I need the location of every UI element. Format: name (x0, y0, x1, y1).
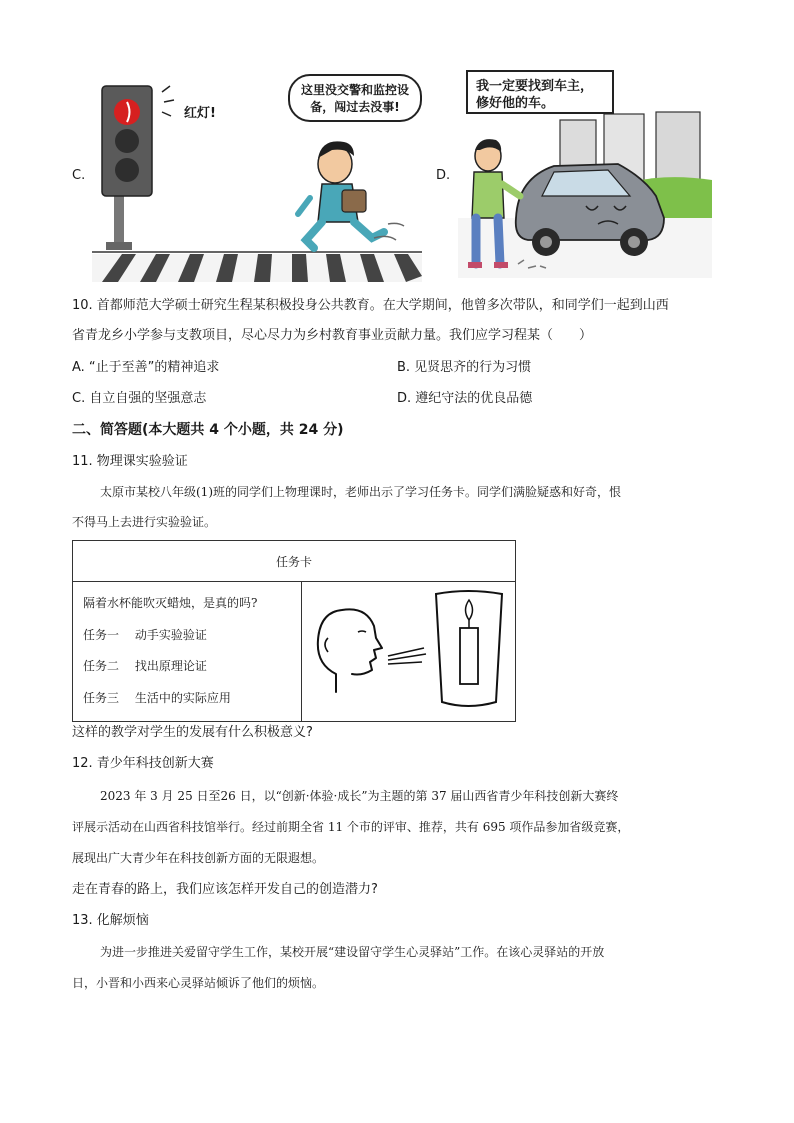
task-card-image-cell (302, 582, 516, 722)
task-card-question: 隔着水杯能吹灭蜡烛，是真的吗? (83, 596, 258, 610)
task-card-item-2: 任务二 找出原理论证 (83, 659, 207, 673)
section2-title: 二、简答题(本大题共 4 个小题，共 24 分) (72, 422, 344, 438)
q10-stem-line2: 省青龙乡小学参与支教项目，尽心尽力为乡村教育事业贡献力量。我们应学习程某（ ） (72, 328, 593, 343)
task-card-item-3: 任务三 生活中的实际应用 (83, 691, 231, 705)
q12-para-line1: 2023 年 3 月 25 日至26 日，以“创新·体验·成长”为主题的第 37 届山西省青少年科技创新大赛终 (100, 789, 619, 803)
task-card-text-cell (73, 582, 302, 722)
q12-para-line2: 评展示活动在山西省科技馆举行。经过前期全省 11 个市的评审、推荐，共有 695 项作品参加省级竞赛， (72, 820, 630, 834)
task-card-header: 任务卡 (275, 554, 312, 569)
comic-c-image (92, 72, 422, 282)
q10-option-a: A. “止于至善”的精神追求 (72, 360, 220, 375)
q13-para-line1: 为进一步推进关爱留守学生工作，某校开展“建设留守学生心灵驿站”工作。在该心灵驿站的开放 (100, 945, 605, 959)
task-card-header-cell (73, 541, 516, 582)
option-c-label: C. (72, 168, 86, 183)
q12-title: 12. 青少年科技创新大赛 (72, 756, 214, 771)
q10-option-c: C. 自立自强的坚强意志 (72, 391, 207, 406)
q13-para-line2: 日，小晋和小西来心灵驿站倾诉了他们的烦恼。 (72, 976, 325, 990)
q12-ask: 走在青春的路上，我们应该怎样开发自己的创造潜力? (72, 882, 378, 897)
comic-d-speech-bubble: 我一定要找到车主，修好他的车。 (466, 70, 614, 114)
blow-candle-through-cup-illustration (302, 582, 515, 717)
task-card-item-1: 任务一 动手实验验证 (83, 628, 207, 642)
comic-d-image (458, 68, 712, 278)
q11-para-line1: 太原市某校八年级(1)班的同学们上物理课时，老师出示了学习任务卡。同学们满脸疑惑和好奇，恨 (100, 485, 622, 499)
task-card-table (72, 540, 516, 722)
q11-title: 11. 物理课实验验证 (72, 454, 188, 469)
q11-para-line2: 不得马上去进行实验验证。 (72, 515, 217, 529)
q10-stem-line1: 10. 首都师范大学硕士研究生程某积极投身公共教育。在大学期间，他曾多次带队，和同学们一起到山西 (72, 298, 669, 313)
option-d-label: D. (436, 168, 451, 183)
q13-title: 13. 化解烦恼 (72, 913, 149, 928)
q10-option-b: B. 见贤思齐的行为习惯 (397, 360, 532, 375)
red-light-exclaim: 红灯! (184, 106, 216, 121)
q11-ask: 这样的教学对学生的发展有什么积极意义? (72, 725, 313, 740)
q12-para-line3: 展现出广大青少年在科技创新方面的无限遐想。 (72, 851, 325, 865)
q10-option-d: D. 遵纪守法的优良品德 (397, 391, 533, 406)
comic-c-speech-bubble: 这里没交警和监控设备，闯过去没事! (288, 74, 422, 122)
